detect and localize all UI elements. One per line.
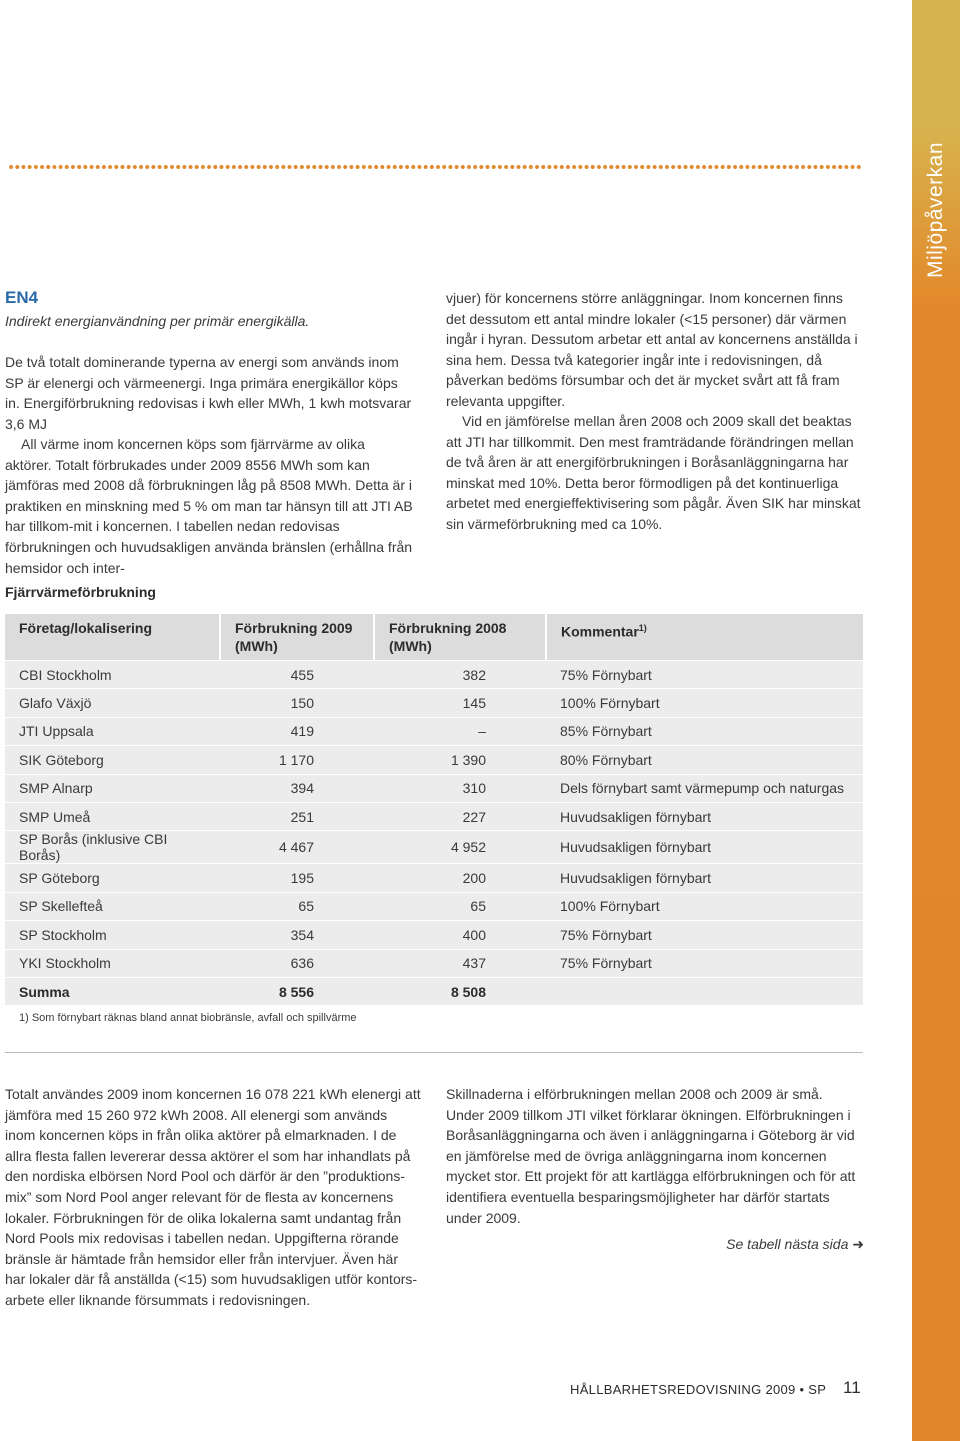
right-paragraph-2: Vid en jämförelse mellan åren 2008 och 2009 skall det beaktas att JTI har tillkommit. Den mest framträdande förändringen mellan de två åren är att energiförbrukningen i Boråsanläggningarna har minskat med 10%. Detta beror förmodligen på det kontinuerliga arbetet med energieffektivisering som pågår. Även SIK har minskat sin värmeförbrukning med ca 10%.	[446, 413, 861, 532]
cell-sum-empty	[546, 977, 863, 1005]
table-row	[5, 774, 863, 802]
cell-2008: 145	[374, 689, 546, 717]
cell-company: SMP Alnarp	[5, 774, 220, 802]
header-comment-sup: 1)	[638, 623, 647, 633]
table-footnote: 1) Som förnybart räknas bland annat biobränsle, avfall och spillvärme	[19, 1012, 357, 1024]
cell-2009: 419	[220, 717, 374, 745]
cell-2009: 65	[220, 892, 374, 920]
table-sum-row	[5, 977, 863, 1005]
district-heating-table	[5, 614, 863, 1005]
cell-2009: 251	[220, 802, 374, 830]
cell-2008: –	[374, 717, 546, 745]
cell-2008: 200	[374, 864, 546, 892]
cell-2009: 354	[220, 921, 374, 949]
cell-comment: 80% Förnybart	[546, 746, 863, 774]
cell-2009: 150	[220, 689, 374, 717]
electricity-paragraph-left: Totalt användes 2009 inom koncernen 16 078 221 kWh elenergi att jämföra med 15 260 972 kWh 2008. All elenergi som används inom koncernen köps in från olika aktörer på elmarknaden. I de allra flesta fallen levererar dessa aktörer el som har inhandlats på den nordiska elbörsen Nord Pool och därför är den ”produktions-mix” som Nord Pool anger relevant för de flesta av koncernens lokaler. Förbrukningen för de olika lokalerna samt undantag från Nord Pools mix redovisas i tabellen nedan. Uppgifterna rörande bränsle är hämtade från hemsidor eller från intervjuer. Även här har lokaler där få anställda (<15) som huvudsakligen utför kontors-arbete eller liknande försummats i redovisningen.	[5, 1086, 421, 1308]
cell-2009: 455	[220, 661, 374, 689]
cell-comment: 100% Förnybart	[546, 892, 863, 920]
cell-comment: Huvudsakligen förnybart	[546, 831, 863, 864]
table-row	[5, 661, 863, 689]
cell-company: YKI Stockholm	[5, 949, 220, 977]
header-2008-line1: Förbrukning 2008	[389, 620, 507, 636]
table-row	[5, 746, 863, 774]
table-header-row	[5, 614, 863, 661]
cell-2008: 4 952	[374, 831, 546, 864]
intro-paragraph: De två totalt dominerande typerna av energi som används inom SP är elenergi och värmeenergi. Inga primära energikällor köps in. Energiförbrukning redovisas i kwh eller MWh, 1 kwh motsvarar 3,6 MJ	[5, 354, 412, 432]
header-comment	[546, 614, 863, 661]
cell-2009: 636	[220, 949, 374, 977]
sidebar-title: Miljöpåverkan	[924, 141, 947, 279]
heat-paragraph: All värme inom koncernen köps som fjärrvärme av olika aktörer. Totalt förbrukades under 2009 8556 MWh som kan jämföras med 2008 då förbrukningen låg på 8508 MWh. Detta är i praktiken en minskning med 5 % om man tar hänsyn till att JTI AB har tillkom-mit i koncernen. I tabellen nedan redovisas förbrukningen och huvudsakligen använda bränslen (erhållna från hemsidor och inter-	[5, 436, 413, 576]
table-body	[5, 661, 863, 1006]
horizontal-rule	[5, 1052, 863, 1053]
header-company: Företag/lokalisering	[5, 614, 220, 661]
header-2009-line1: Förbrukning 2009	[235, 620, 353, 636]
table-row	[5, 717, 863, 745]
table-row	[5, 802, 863, 830]
footer-title: HÅLLBARHETSREDOVISNING 2009 • SP	[570, 1382, 827, 1397]
cell-comment: Dels förnybart samt värmepump och naturgas	[546, 774, 863, 802]
header-comment-label: Kommentar	[561, 623, 639, 640]
header-2009	[220, 614, 374, 661]
cell-comment: 75% Förnybart	[546, 921, 863, 949]
cell-comment: 75% Förnybart	[546, 661, 863, 689]
right-paragraph-1: vjuer) för koncernens större anläggningar. Inom koncernen finns det dessutom ett antal mindre lokaler (<15 personer) där värmen ingår i hyran. Dessutom arbetar ett antal av koncernens anställda i sina hem. Dessa två kategorier ingår inte i redovisningen, då påverkan bedöms försumbar och det är mycket svårt att få fram relevanta uppgifter.	[446, 290, 858, 409]
see-next-page-link[interactable]	[600, 1236, 864, 1253]
cell-company: SP Stockholm	[5, 921, 220, 949]
see-next-label: Se tabell nästa sida	[726, 1236, 849, 1252]
cell-company: CBI Stockholm	[5, 661, 220, 689]
cell-2008: 65	[374, 892, 546, 920]
cell-comment: 75% Förnybart	[546, 949, 863, 977]
cell-company: SP Göteborg	[5, 864, 220, 892]
cell-2009: 4 467	[220, 831, 374, 864]
cell-company: JTI Uppsala	[5, 717, 220, 745]
cell-2009: 1 170	[220, 746, 374, 774]
cell-2008: 400	[374, 921, 546, 949]
cell-2008: 227	[374, 802, 546, 830]
cell-2008: 437	[374, 949, 546, 977]
electricity-paragraph-right: Skillnaderna i elförbrukningen mellan 2008 och 2009 är små. Under 2009 tillkom JTI vilket förklarar ökningen. Elförbrukningen i Boråsanläggningarna och även i anläggningarna i Göteborg är vid en jämförelse med de övriga anläggningarna inom koncernen mycket stor. Ett projekt för att kartlägga elförbrukningen och för att identifiera eventuella besparingsmöjligheter har därför startats under 2009.	[446, 1086, 856, 1226]
table-row	[5, 921, 863, 949]
page-number: 11	[843, 1378, 861, 1397]
cell-2009: 394	[220, 774, 374, 802]
header-2009-line2: (MWh)	[235, 638, 278, 654]
cell-2008: 310	[374, 774, 546, 802]
table-row	[5, 949, 863, 977]
header-2008	[374, 614, 546, 661]
arrow-right-icon: ➜	[852, 1236, 864, 1252]
section-code: EN4	[5, 288, 39, 307]
cell-2009: 195	[220, 864, 374, 892]
cell-company: SP Borås (inklusive CBI Borås)	[5, 831, 220, 864]
cell-comment: 100% Förnybart	[546, 689, 863, 717]
cell-sum-label: Summa	[5, 977, 220, 1005]
section-subtitle: Indirekt energianvändning per primär energikälla.	[5, 313, 310, 329]
table-title: Fjärrvärmeförbrukning	[5, 584, 156, 600]
cell-comment: 85% Förnybart	[546, 717, 863, 745]
table-row	[5, 689, 863, 717]
table-row	[5, 831, 863, 864]
cell-company: SMP Umeå	[5, 802, 220, 830]
cell-company: SP Skellefteå	[5, 892, 220, 920]
cell-company: Glafo Växjö	[5, 689, 220, 717]
cell-sum-2008: 8 508	[374, 977, 546, 1005]
table-row	[5, 892, 863, 920]
table-row	[5, 864, 863, 892]
cell-company: SIK Göteborg	[5, 746, 220, 774]
cell-2008: 382	[374, 661, 546, 689]
header-2008-line2: (MWh)	[389, 638, 432, 654]
cell-comment: Huvudsakligen förnybart	[546, 864, 863, 892]
dotted-divider	[8, 164, 862, 170]
cell-comment: Huvudsakligen förnybart	[546, 802, 863, 830]
cell-2008: 1 390	[374, 746, 546, 774]
cell-sum-2009: 8 556	[220, 977, 374, 1005]
